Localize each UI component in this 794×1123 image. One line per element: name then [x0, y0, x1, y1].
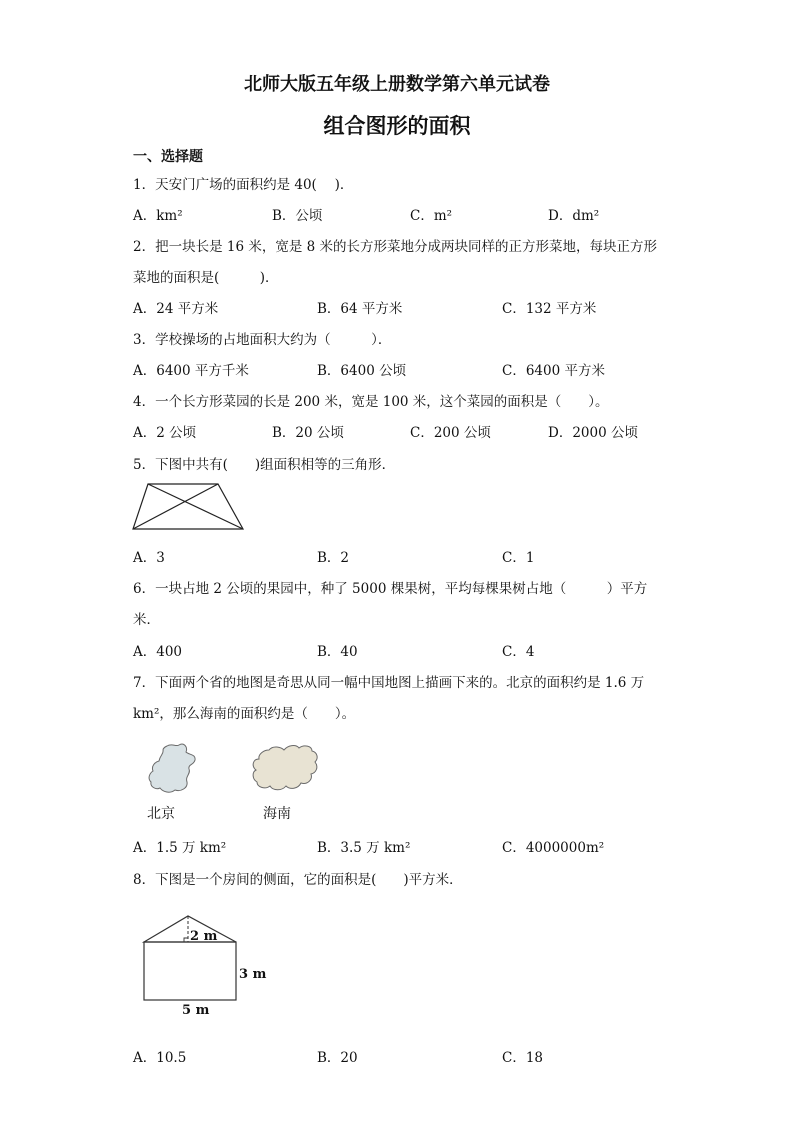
q5-option-a: A．3 [133, 550, 165, 566]
question-7-stem-line1: 7．下面两个省的地图是奇思从同一幅中国地图上描画下来的。北京的面积约是 1.6 万 [133, 675, 645, 691]
q3-option-b: B．6400 公顷 [317, 363, 407, 379]
page-subtitle: 组合图形的面积 [323, 113, 471, 138]
q6-option-c: C．4 [502, 644, 535, 660]
q2-option-b: B．64 平方米 [317, 301, 403, 317]
q8-option-b: B．20 [317, 1050, 358, 1066]
q3-option-c: C．6400 平方米 [502, 363, 605, 379]
q2-option-a: A．24 平方米 [133, 301, 219, 317]
section-heading: 一、选择题 [133, 149, 203, 165]
q4-option-a: A．2 公顷 [133, 425, 197, 441]
height-label-3m: 3 m [239, 967, 267, 982]
q1-option-b: B．公顷 [272, 208, 323, 224]
hainan-map-shape [249, 742, 321, 794]
q8-option-c: C．18 [502, 1050, 544, 1066]
q1-option-d: D．dm² [548, 208, 600, 224]
height-label-2m: 2 m [190, 929, 218, 944]
q3-option-a: A．6400 平方千米 [133, 363, 249, 379]
q6-option-b: B．40 [317, 644, 358, 660]
q6-option-a: A．400 [133, 644, 183, 660]
question-5-stem: 5．下图中共有( )组面积相等的三角形． [133, 457, 396, 473]
question-2-stem-line2: 菜地的面积是( )． [133, 270, 279, 286]
question-7-stem-line2: km²，那么海南的面积约是（ ）。 [133, 706, 356, 722]
trapezoid-figure [131, 482, 246, 532]
beijing-map-shape [145, 742, 200, 797]
page-title: 北师大版五年级上册数学第六单元试卷 [244, 74, 550, 95]
question-6-stem-line1: 6．一块占地 2 公顷的果园中，种了 5000 棵果树，平均每棵果树占地（ ）平方 [133, 581, 648, 597]
q4-option-c: C．200 公顷 [410, 425, 491, 441]
q4-option-b: B．20 公顷 [272, 425, 344, 441]
q4-option-d: D．2000 公顷 [548, 425, 638, 441]
question-6-stem-line2: 米． [133, 612, 160, 628]
question-3-stem: 3．学校操场的占地面积大约为（ ）． [133, 332, 392, 348]
question-1-stem: 1．天安门广场的面积约是 40( )． [133, 177, 354, 193]
q2-option-c: C．132 平方米 [502, 301, 597, 317]
question-4-stem: 4．一个长方形菜园的长是 200 米，宽是 100 米，这个菜园的面积是（ ）。 [133, 394, 609, 410]
house-side-figure [140, 912, 270, 1017]
hainan-label: 海南 [263, 806, 291, 822]
q5-option-c: C．1 [502, 550, 535, 566]
question-2-stem-line1: 2．把一块长是 16 米，宽是 8 米的长方形菜地分成两块同样的正方形菜地，每块正方形 [133, 239, 658, 255]
width-label-5m: 5 m [182, 1003, 210, 1018]
beijing-label: 北京 [147, 806, 175, 822]
q1-option-a: A．km² [133, 208, 183, 224]
q7-option-a: A．1.5 万 km² [133, 840, 227, 856]
q5-option-b: B．2 [317, 550, 350, 566]
q1-option-c: C．m² [410, 208, 453, 224]
q8-option-a: A．10.5 [133, 1050, 187, 1066]
q7-option-b: B．3.5 万 km² [317, 840, 411, 856]
q7-option-c: C．4000000m² [502, 840, 605, 856]
question-8-stem: 8．下图是一个房间的侧面，它的面积是( )平方米． [133, 872, 463, 888]
